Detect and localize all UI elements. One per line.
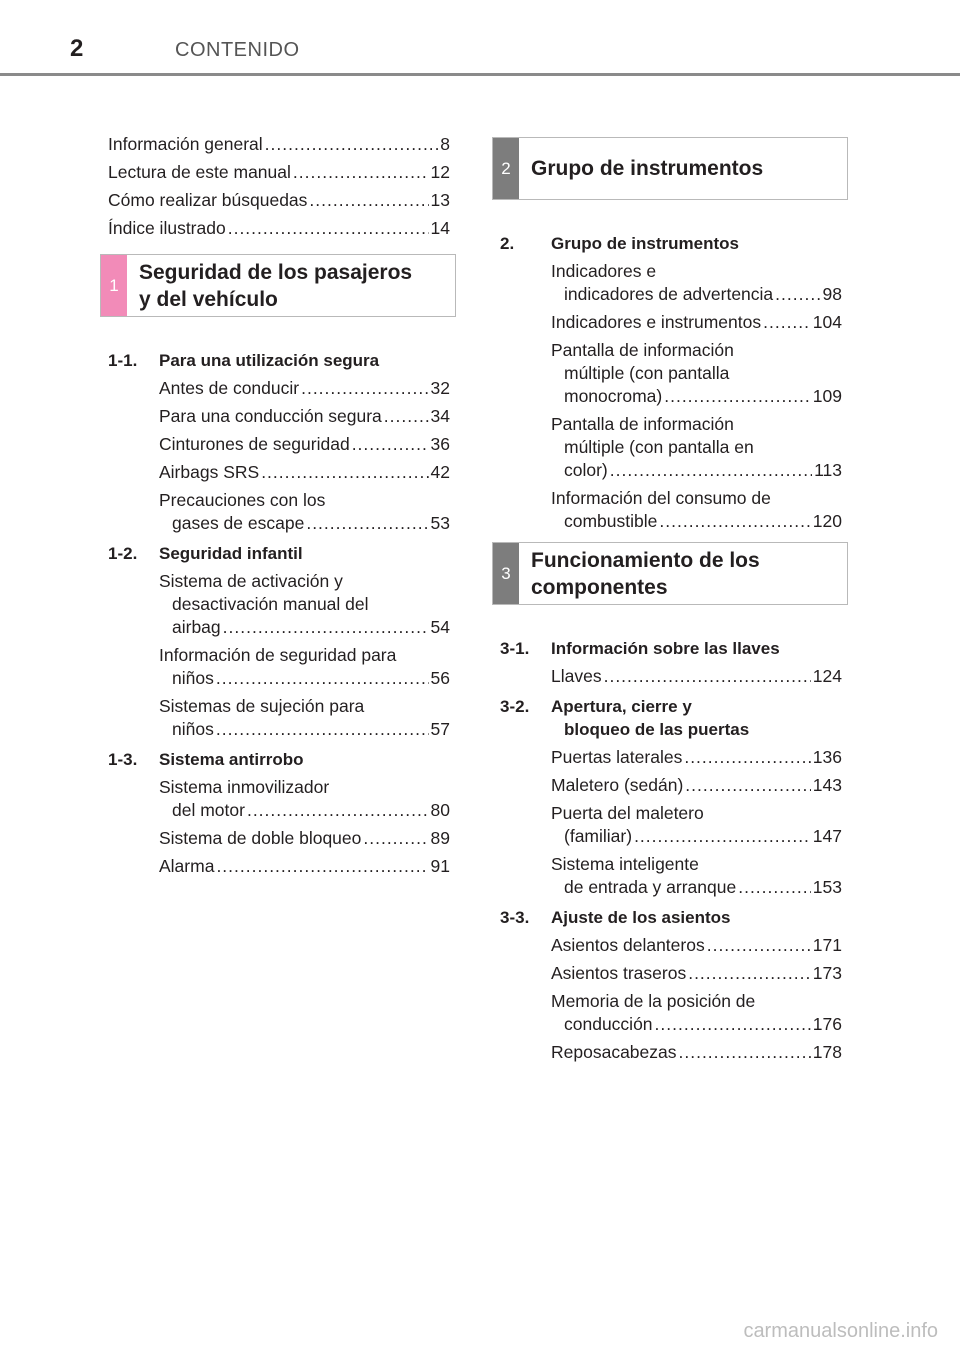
section-number: 3-2.: [500, 697, 530, 716]
toc-entry-page: 143: [812, 775, 842, 795]
toc-entry-page: 56: [430, 668, 450, 688]
toc-entry-line: Información del consumo de: [551, 488, 771, 508]
toc-leader-dots: [216, 667, 429, 690]
toc-entry[interactable]: [564, 510, 842, 533]
toc-entry-label: niños: [172, 668, 214, 688]
toc-entry[interactable]: [551, 665, 842, 688]
toc-entry-page: 98: [822, 284, 842, 304]
toc-entry[interactable]: [564, 825, 842, 848]
section-number: 3-3.: [500, 908, 530, 927]
toc-entry-label: Lectura de este manual: [108, 162, 291, 182]
toc-entry[interactable]: [159, 405, 450, 428]
toc-entry-line: Indicadores e: [551, 261, 657, 281]
toc-entry-label: color): [564, 460, 608, 480]
section-title: Para una utilización segura: [159, 351, 380, 370]
toc-leader-dots: [684, 746, 810, 769]
section-title: CONTENIDO: [175, 39, 300, 61]
toc-entry-label: Sistema de doble bloqueo: [159, 828, 362, 848]
toc-entry-page: 8: [440, 134, 450, 154]
chapter-box-1[interactable]: [100, 254, 456, 317]
toc-entry[interactable]: [159, 461, 450, 484]
toc-leader-dots: [384, 405, 429, 428]
toc-entry-label: Para una conducción segura: [159, 406, 382, 426]
toc-leader-dots: [293, 161, 429, 184]
section-number: 1-2.: [108, 544, 138, 563]
toc-leader-dots: [223, 616, 429, 639]
toc-entry-label: Cómo realizar búsquedas: [108, 190, 308, 210]
toc-leader-dots: [216, 718, 429, 741]
toc-entry-label: Maletero (sedán): [551, 775, 684, 795]
toc-entry-label: Puertas laterales: [551, 747, 683, 767]
toc-leader-dots: [685, 774, 811, 797]
toc-leader-dots: [363, 827, 428, 850]
toc-entry-label: Llaves: [551, 666, 602, 686]
toc-leader-dots: [679, 1041, 811, 1064]
section-heading[interactable]: [500, 637, 780, 660]
toc-entry[interactable]: [551, 311, 842, 334]
toc-entry[interactable]: [564, 283, 842, 306]
toc-entry-page: 153: [812, 877, 842, 897]
toc-entry-page: 171: [812, 935, 842, 955]
toc-entry-label: Airbags SRS: [159, 462, 260, 482]
toc-entry[interactable]: [172, 718, 450, 741]
toc-entry-page: 91: [430, 856, 450, 876]
toc-entry[interactable]: [551, 774, 842, 797]
toc-entry-label: de entrada y arranque: [564, 877, 737, 897]
page-header: [0, 0, 960, 76]
toc-entry-label: combustible: [564, 511, 658, 531]
toc-entry-line: Memoria de la posición de: [551, 991, 756, 1011]
toc-leader-dots: [775, 283, 820, 306]
toc-entry-page: 42: [430, 462, 450, 482]
toc-entry-page: 32: [430, 378, 450, 398]
chapter-number-tab: 1: [101, 255, 127, 316]
toc-entry-line: Sistema de activación y: [159, 571, 343, 591]
toc-entry-page: 124: [812, 666, 842, 686]
chapter-title-line2: componentes: [531, 576, 668, 599]
toc-leader-dots: [216, 855, 428, 878]
section-heading[interactable]: [108, 748, 304, 771]
toc-leader-dots: [301, 377, 428, 400]
toc-entry-page: 173: [812, 963, 842, 983]
toc-entry-line: desactivación manual del: [172, 594, 369, 614]
section-title: Apertura, cierre y: [551, 697, 692, 716]
toc-entry-label: monocroma): [564, 386, 663, 406]
toc-entry-page: 178: [812, 1042, 842, 1062]
section-heading[interactable]: [108, 349, 379, 372]
toc-entry-page: 109: [812, 386, 842, 406]
chapter-title-line2: y del vehículo: [139, 288, 278, 311]
toc-entry[interactable]: [551, 934, 842, 957]
toc-leader-dots: [309, 189, 428, 212]
toc-entry[interactable]: [159, 855, 450, 878]
toc-entry-line: Información de seguridad para: [159, 645, 397, 665]
toc-entry-label: Asientos traseros: [551, 963, 687, 983]
toc-entry[interactable]: [172, 667, 450, 690]
section-number: 1-3.: [108, 750, 138, 769]
toc-entry-page: 80: [430, 800, 450, 820]
section-number: 1-1.: [108, 351, 138, 370]
toc-entry-label: Índice ilustrado: [108, 218, 226, 238]
section-heading-line2: [564, 718, 749, 741]
section-heading[interactable]: [500, 695, 692, 718]
toc-entry-line: Sistema inteligente: [551, 854, 699, 874]
toc-entry-page: 13: [430, 190, 450, 210]
section-title: Seguridad infantil: [159, 544, 303, 563]
toc-leader-dots: [763, 311, 811, 334]
toc-entry-label: Antes de conducir: [159, 378, 300, 398]
section-number: 2.: [500, 234, 515, 253]
toc-entry-label: Información general: [108, 134, 263, 154]
section-heading[interactable]: [500, 232, 739, 255]
header-divider: [0, 73, 960, 76]
section-title: Información sobre las llaves: [551, 639, 780, 658]
chapter-title: Funcionamiento de los: [531, 549, 760, 572]
toc-entry[interactable]: [172, 799, 450, 822]
toc-leader-dots: [306, 512, 428, 535]
toc-entry-page: 104: [812, 312, 842, 332]
toc-leader-dots: [265, 133, 439, 156]
toc-entry-page: 12: [430, 162, 450, 182]
section-title: Ajuste de los asientos: [551, 908, 731, 927]
toc-leader-dots: [738, 876, 811, 899]
toc-entry[interactable]: [551, 1041, 842, 1064]
toc-entry-line: Pantalla de información: [551, 414, 734, 434]
toc-entry-label: Asientos delanteros: [551, 935, 705, 955]
toc-entry-label: gases de escape: [172, 513, 305, 533]
section-number: 3-1.: [500, 639, 530, 658]
toc-leader-dots: [655, 1013, 811, 1036]
toc-leader-dots: [261, 461, 428, 484]
toc-entry[interactable]: [564, 459, 842, 482]
toc-leader-dots: [352, 433, 429, 456]
toc-entry-page: 89: [430, 828, 450, 848]
toc-entry-page: 54: [430, 617, 450, 637]
chapter-title: Grupo de instrumentos: [531, 157, 764, 180]
toc-entry-label: Indicadores e instrumentos: [551, 312, 762, 332]
toc-entry-line: Precauciones con los: [159, 490, 326, 510]
toc-leader-dots: [610, 459, 812, 482]
toc-entry-line: múltiple (con pantalla: [564, 363, 730, 383]
section-title: Grupo de instrumentos: [551, 234, 739, 253]
chapter-number-tab: 3: [493, 543, 519, 604]
toc-entry-label: (familiar): [564, 826, 633, 846]
page-number: 2: [70, 35, 84, 62]
toc-leader-dots: [247, 799, 429, 822]
toc-entry-label: indicadores de advertencia: [564, 284, 774, 304]
toc-leader-dots: [688, 962, 811, 985]
toc-leader-dots: [634, 825, 811, 848]
toc-entry-label: airbag: [172, 617, 221, 637]
toc-entry-label: Reposacabezas: [551, 1042, 677, 1062]
section-heading[interactable]: [500, 906, 731, 929]
toc-leader-dots: [228, 217, 429, 240]
chapter-box-3[interactable]: [492, 542, 848, 605]
toc-entry-line: Sistema inmovilizador: [159, 777, 330, 797]
toc-entry-page: 34: [430, 406, 450, 426]
toc-entry[interactable]: [108, 189, 450, 212]
toc-entry-label: Cinturones de seguridad: [159, 434, 350, 454]
toc-entry-page: 57: [430, 719, 450, 739]
toc-entry[interactable]: [551, 746, 842, 769]
toc-entry[interactable]: [108, 133, 450, 156]
toc-entry[interactable]: [172, 512, 450, 535]
chapter-number-tab: 2: [493, 138, 519, 199]
toc-entry-label: del motor: [172, 800, 245, 820]
chapter-title: Seguridad de los pasajeros: [139, 261, 413, 284]
toc-entry-page: 176: [812, 1014, 842, 1034]
toc-entry[interactable]: [159, 827, 450, 850]
toc-entry[interactable]: [564, 1013, 842, 1036]
toc-entry-label: niños: [172, 719, 214, 739]
toc-entry-line: Pantalla de información: [551, 340, 734, 360]
toc-entry[interactable]: [108, 161, 450, 184]
toc-entry[interactable]: [172, 616, 450, 639]
section-heading[interactable]: [108, 542, 303, 565]
toc-entry-page: 136: [812, 747, 842, 767]
toc-entry-line: Sistemas de sujeción para: [159, 696, 365, 716]
toc-entry-page: 53: [430, 513, 450, 533]
toc-entry[interactable]: [159, 433, 450, 456]
toc-entry[interactable]: [108, 217, 450, 240]
toc-entry-label: conducción: [564, 1014, 653, 1034]
toc-entry[interactable]: [159, 377, 450, 400]
toc-entry[interactable]: [564, 876, 842, 899]
toc-leader-dots: [604, 665, 811, 688]
toc-entry[interactable]: [564, 385, 842, 408]
chapter-box-2[interactable]: [492, 137, 848, 200]
toc-entry-page: 147: [812, 826, 842, 846]
toc-entry-page: 36: [430, 434, 450, 454]
watermark: carmanualsonline.info: [743, 1320, 938, 1342]
toc-leader-dots: [659, 510, 810, 533]
toc-entry[interactable]: [551, 962, 842, 985]
toc-entry-line: múltiple (con pantalla en: [564, 437, 754, 457]
section-title-line2: bloqueo de las puertas: [564, 720, 750, 739]
toc-leader-dots: [707, 934, 811, 957]
toc-entry-line: Puerta del maletero: [551, 803, 704, 823]
toc-entry-label: Alarma: [159, 856, 215, 876]
toc-leader-dots: [664, 385, 811, 408]
section-title: Sistema antirrobo: [159, 750, 304, 769]
toc-entry-page: 120: [812, 511, 842, 531]
toc-entry-page: 113: [814, 460, 842, 480]
toc-entry-page: 14: [430, 218, 450, 238]
